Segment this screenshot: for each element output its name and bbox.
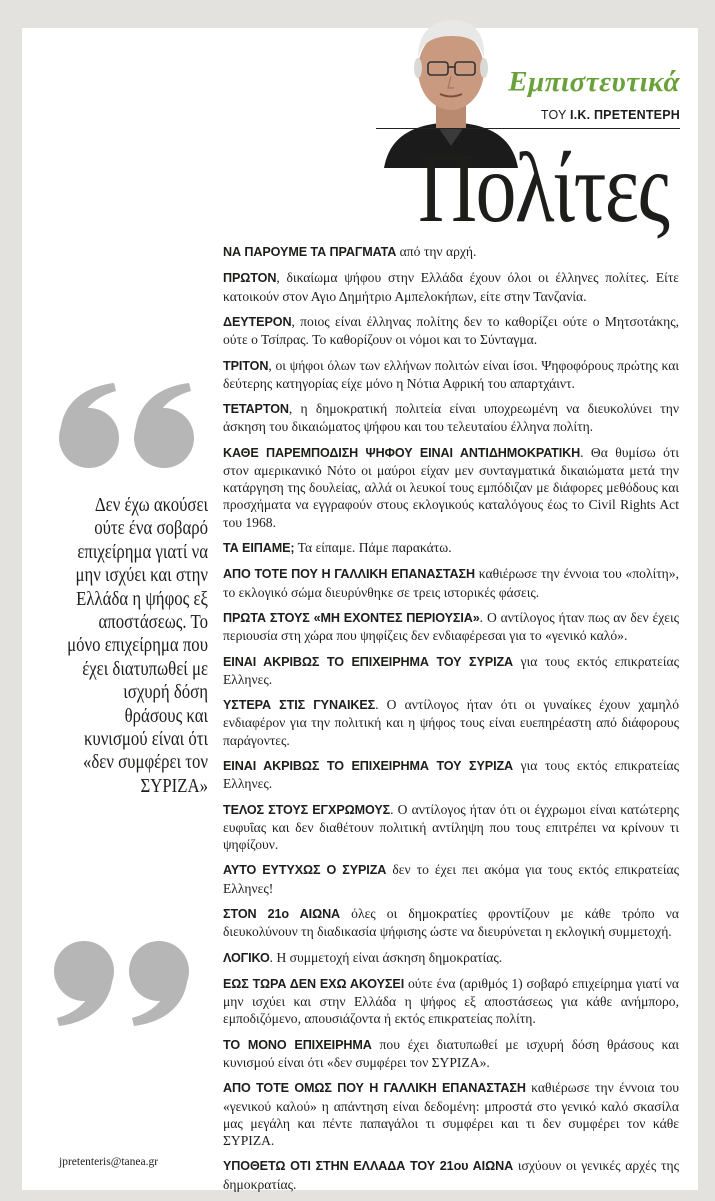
paragraph — [223, 609, 679, 644]
article-body — [223, 243, 679, 1201]
paragraph-lead: ΚΑΘΕ ΠΑΡΕΜΠΟΔΙΣΗ ΨΗΦΟΥ ΕΙΝΑΙ ΑΝΤΙΔΗΜΟΚΡΑΤΙΚΗ — [223, 445, 581, 460]
paragraph-text: , η δημοκρατική πολιτεία είναι υποχρεωμένη να διευκολύνει την άσκηση του δικαιώματος ψήφου και του τελευταίου έλληνα πολίτη. — [223, 401, 679, 435]
paragraph — [223, 1079, 679, 1149]
paragraph — [223, 905, 679, 940]
paragraph — [223, 653, 679, 688]
column-name: Εμπιστευτικά — [508, 66, 680, 98]
paragraph — [223, 975, 679, 1028]
paragraph-lead: ΕΩΣ ΤΩΡΑ ΔΕΝ ΕΧΩ ΑΚΟΥΣΕΙ — [223, 976, 405, 991]
paragraph-lead: ΥΠΟΘΕΤΩ ΟΤΙ ΣΤΗΝ ΕΛΛΑΔΑ ΤΟΥ 21ου ΑΙΩΝΑ — [223, 1159, 514, 1174]
paragraph — [223, 949, 679, 967]
paragraph — [223, 400, 679, 435]
paragraph — [223, 269, 679, 304]
paragraph — [223, 1157, 679, 1192]
paragraph — [223, 757, 679, 792]
paragraph-text: . Ο αντίλογος ήταν ότι οι γυναίκες έχουν χαμηλό ενδιαφέρον για την πολιτική και η ψήφος τους είναι ευεπηρέαστη από διάφορους παράγοντες. — [223, 697, 679, 748]
paragraph-text: καθιέρωσε την έννοια του «πολίτη», το εκλογικό σώμα διευρύνθηκε σε τρεις ιστορικές φάσεις. — [223, 566, 679, 600]
paragraph-lead: ΠΡΩΤΟΝ — [223, 271, 277, 286]
paragraph — [223, 539, 679, 557]
paragraph-lead: ΑΠΟ ΤΟΤΕ ΠΟΥ Η ΓΑΛΛΙΚΗ ΕΠΑΝΑΣΤΑΣΗ — [223, 567, 475, 582]
paragraph-lead: ΤΕΛΟΣ ΣΤΟΥΣ ΕΓΧΡΩΜΟΥΣ — [223, 802, 391, 817]
paragraph-text: , ποιος είναι έλληνας πολίτης δεν το καθορίζει ούτε ο Μητσοτάκης, ούτε ο Τσίπρας. Το καθορίζουν οι νόμοι και το Σύνταγμα. — [223, 313, 679, 348]
paragraph — [223, 696, 679, 749]
paragraph — [223, 801, 679, 854]
open-quote-icon — [44, 383, 204, 473]
paragraph-text: , δικαίωμα ψήφου στην Ελλάδα έχουν όλοι οι έλληνες πολίτες. Είτε κατοικούν στον Αγιο Δημήτριο Αμπελοκήπων, είτε στην Τανζανία. — [223, 270, 679, 304]
paragraph-text: για τους εκτός επικρατείας Ελληνες. — [223, 653, 679, 687]
byline — [541, 108, 680, 122]
paragraph-text: . Ο αντίλογος ήταν πως αν δεν έχεις περιουσία στη χώρα που ψηφίζεις δεν ενδιαφέρεσαι για το «γενικό καλό». — [223, 609, 679, 644]
byline-prefix: ΤΟΥ — [540, 108, 567, 122]
paragraph — [223, 357, 679, 392]
paragraph-text: καθιέρωσε την έννοια του «γενικού καλού» η απάντηση είναι δεδομένη: μπροστά στο γενικό καλό σκασίλα μας μεγάλη και πέντε παπαγάλοι τι συμφέρει και τι δεν συμφέρει τον κάθε ΣΥΡΙΖΑ. — [223, 1080, 679, 1148]
paragraph-lead: ΑΠΟ ΤΟΤΕ ΟΜΩΣ ΠΟΥ Η ΓΑΛΛΙΚΗ ΕΠΑΝΑΣΤΑΣΗ — [223, 1081, 526, 1096]
paragraph — [223, 313, 679, 348]
paragraph — [223, 444, 679, 531]
header-rule — [376, 128, 680, 129]
paragraph-lead: ΕΙΝΑΙ ΑΚΡΙΒΩΣ ΤΟ ΕΠΙΧΕΙΡΗΜΑ ΤΟΥ ΣΥΡΙΖΑ — [223, 654, 514, 669]
paragraph-text: , οι ψήφοι όλων των ελλήνων πολιτών είναι ίσοι. Ψηφοφόρους πρώτης και δεύτερης κατηγορίας είχε μόνο η Νότια Αφρική του απαρτχάιντ. — [223, 357, 679, 391]
paragraph-text: όλες οι δημοκρατίες φροντίζουν με κάθε τρόπο να διευκολύνουν τη διαδικασία ψήφισης ώστε να διευρύνεται η εκλογική συμμετοχή. — [223, 905, 679, 940]
paragraph — [223, 861, 679, 896]
paragraph-text: Τα είπαμε. Πάμε παρακάτω. — [294, 539, 452, 555]
paragraph-text: . Ο αντίλογος ήταν ότι οι έγχρωμοι είναι κατώτερης ευφυΐας και δεν διαθέτουν πολιτική αντίληψη που τους επιτρέπει να κρίνουν τι ψηφίζουν. — [223, 801, 680, 852]
paragraph-text: . Θα θυμίσω ότι στον αμερικανικό Νότο οι μαύροι είχαν μεν συνταγματικά δικαιώματα μετά την κατάργηση της δουλείας, αλλά οι λευκοί τους εμπόδιζαν με διάφορες μεθόδους και προσχήματα να εγγραφούν στους εκλογικούς καταλόγους έως το Civil Rights Act του 1968. — [223, 444, 679, 530]
author-email: jpretenteris@tanea.gr — [59, 1156, 159, 1168]
paragraph — [223, 1036, 679, 1071]
headline: Πολίτες — [417, 132, 668, 243]
paragraph-lead: ΤΑ ΕΙΠΑΜΕ; — [223, 540, 295, 555]
paragraph — [223, 565, 679, 600]
paragraph — [223, 243, 679, 261]
paragraph-lead: ΠΡΩΤΑ ΣΤΟΥΣ «ΜΗ ΕΧΟΝΤΕΣ ΠΕΡΙΟΥΣΙΑ» — [223, 610, 480, 625]
paragraph-lead: ΤΕΤΑΡΤΟΝ — [223, 402, 289, 417]
paragraph-text: δεν το έχει πει ακόμα για τους εκτός επικρατείας Ελληνες! — [223, 862, 679, 896]
paragraph-text: . Η συμμετοχή είναι άσκηση δημοκρατίας. — [269, 949, 503, 965]
paragraph-lead: ΤΡΙΤΟΝ — [223, 358, 269, 373]
pull-quote: Δεν έχω ακούσει ούτε ένα σοβαρό επιχείρημα γιατί να μην ισχύει και στην Ελλάδα η ψήφος εξ αποστάσεως. Το μόνο επιχείρημα που έχει διατυπωθεί με ισχυρή δόση θράσους και κυνισμού είναι ότι «δεν συμφέρει τον ΣΥΡΙΖΑ» — [67, 495, 209, 797]
paragraph-lead: ΕΙΝΑΙ ΑΚΡΙΒΩΣ ΤΟ ΕΠΙΧΕΙΡΗΜΑ ΤΟΥ ΣΥΡΙΖΑ — [223, 758, 514, 773]
paragraph-lead: ΣΤΟΝ 21ο ΑΙΩΝΑ — [223, 906, 341, 921]
paragraph-lead: ΥΣΤΕΡΑ ΣΤΙΣ ΓΥΝΑΙΚΕΣ — [223, 698, 376, 713]
paragraph-lead: ΤΟ ΜΟΝΟ ΕΠΙΧΕΙΡΗΜΑ — [223, 1037, 372, 1052]
paragraph-lead: ΑΥΤΟ ΕΥΤΥΧΩΣ Ο ΣΥΡΙΖΑ — [223, 863, 387, 878]
paragraph-text: για τους εκτός επικρατείας Ελληνες. — [223, 757, 679, 792]
paragraph-text: που έχει διατυπωθεί με ισχυρή δόση θράσους και κυνισμού είναι ότι «δεν συμφέρει τον ΣΥΡΙΖΑ». — [223, 1036, 679, 1070]
close-quote-icon — [44, 936, 204, 1026]
newspaper-page — [22, 28, 698, 1190]
paragraph-lead: ΔΕΥΤΕΡΟΝ — [223, 314, 292, 329]
paragraph-text: ούτε ένα (αριθμός 1) σοβαρό επιχείρημα γιατί να μην ισχύει και στην Ελλάδα η ψήφος εξ αποστάσεως για κάθε ανήμπορο, εμποδιζόμενο, απουσιάζοντα ή εκτός επικρατείας πολίτη. — [223, 975, 679, 1027]
paragraph-lead: ΝΑ ΠΑΡΟΥΜΕ ΤΑ ΠΡΑΓΜΑΤΑ — [223, 245, 397, 259]
paragraph-text: ισχύουν οι γενικές αρχές της δημοκρατίας. — [223, 1158, 679, 1192]
paragraph-lead: ΛΟΓΙΚΟ — [223, 950, 270, 965]
paragraph-text: από την αρχή. — [396, 244, 477, 259]
byline-author: Ι.Κ. ΠΡΕΤΕΝΤΕΡΗ — [570, 108, 680, 122]
